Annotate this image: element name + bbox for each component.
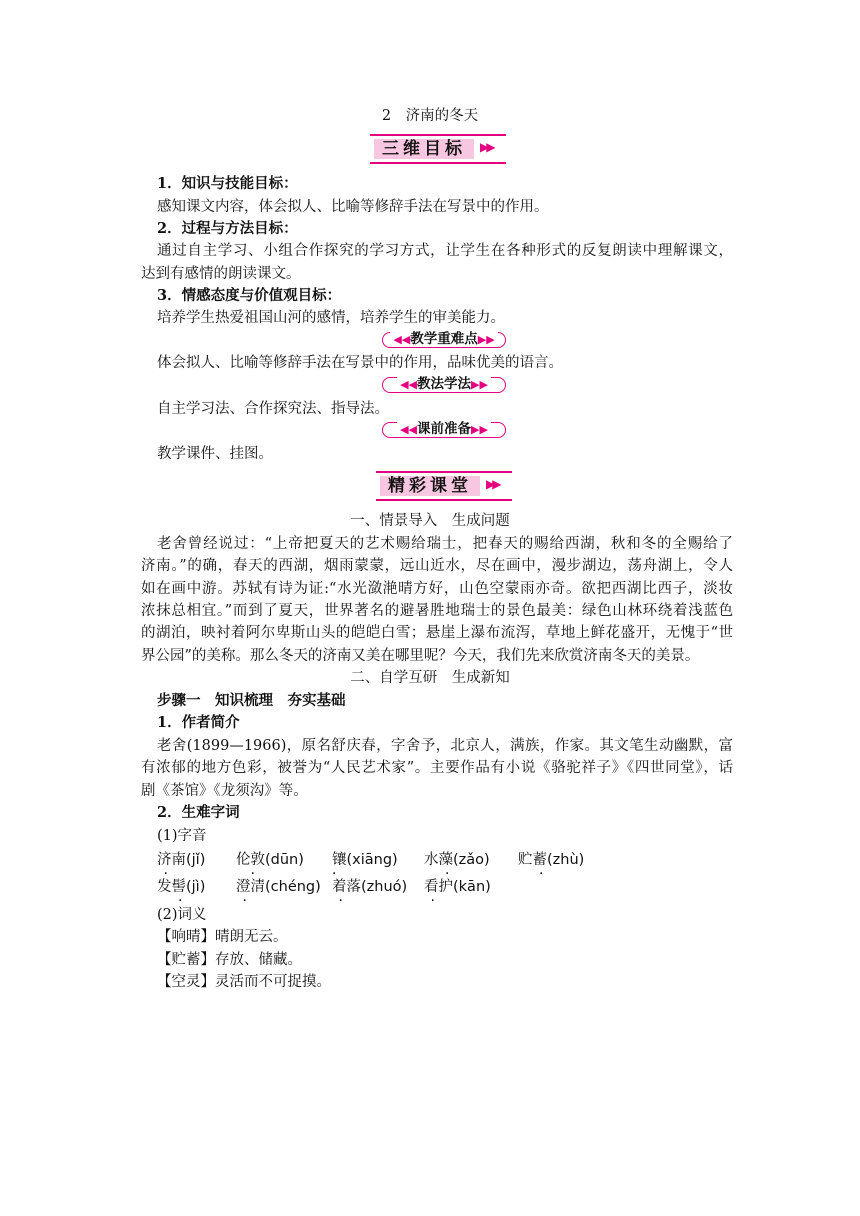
intro-line5: 的湖泊，映衬着阿尔卑斯山头的皑皑白雪；悬崖上瀑布流泻，草地上鲜花盛开，无愧于“世 xyxy=(141,625,733,641)
pron-item: 水藻(zǎo) xyxy=(424,852,490,868)
author-heading: 1．作者简介 xyxy=(157,714,240,731)
pron-item: 看护(kān) xyxy=(424,879,491,895)
prep-text: 教学课件、挂图。 xyxy=(157,446,273,462)
intro-line6: 界公园”的美称。那么冬天的济南又美在哪里呢？今天，我们先来欣赏济南冬天的美景。 xyxy=(141,648,700,664)
pron-item: 镶(xiāng) xyxy=(332,852,398,868)
goal3-text: 培养学生热爱祖国山河的感情，培养学生的审美能力。 xyxy=(157,310,505,326)
right-arrow-icon: ▶▶ xyxy=(471,378,488,391)
meaning-heading: (2)词义 xyxy=(157,907,207,923)
meaning-item: 【空灵】灵活而不可捉摸。 xyxy=(157,974,331,990)
methods-text: 自主学习法、合作探究法、指导法。 xyxy=(157,401,389,417)
pron-item: 贮蓄(zhù) xyxy=(518,852,585,868)
banner-class-label: 精彩课堂 xyxy=(388,476,472,496)
goal2-text-line1: 通过自主学习、小组合作探究的学习方式，让学生在各种形式的反复朗读中理解课文， xyxy=(157,243,733,259)
lesson-title: 2 济南的冬天 xyxy=(381,108,479,124)
meaning-item: 【贮蓄】存放、储藏。 xyxy=(157,952,302,968)
words-heading: 2．生难字词 xyxy=(157,804,240,821)
intro-line4: 浓抹总相宜。”而到了夏天，世界著名的避暑胜地瑞士的景色最美：绿色山林环绕着浅蓝色 xyxy=(141,603,733,619)
goal1-text: 感知课文内容，体会拟人、比喻等修辞手法在写景中的作用。 xyxy=(157,199,549,215)
right-arrow-icon: ▶▶ xyxy=(477,333,495,346)
pill-header-prep xyxy=(382,420,506,438)
intro-line3: 如在画中游。苏轼有诗为证:“水光潋滟晴方好，山色空蒙雨亦奇。欲把西湖比西子，淡妆 xyxy=(141,581,733,597)
goal2-heading: 2．过程与方法目标： xyxy=(157,220,298,237)
left-arrow-icon: ◀◀ xyxy=(393,333,411,346)
right-arrow-icon: ▶▶ xyxy=(471,423,488,436)
left-arrow-icon: ◀◀ xyxy=(400,423,417,436)
section-banner-goals xyxy=(370,134,506,164)
double-arrow-icon: ▶▶ xyxy=(486,477,499,491)
key-points-text: 体会拟人、比喻等修辞手法在写景中的作用，品味优美的语言。 xyxy=(157,355,563,371)
pill-header-key-points xyxy=(382,330,506,348)
pron-item: 伦敦(dūn) xyxy=(236,852,304,868)
author-line1: 老舍(1899—1966)，原名舒庆春，字舍予，北京人，满族，作家。其文笔生动幽默，富 xyxy=(157,738,733,754)
meaning-item: 【响晴】晴朗无云。 xyxy=(157,929,288,945)
step1-heading: 步骤一 知识梳理 夯实基础 xyxy=(157,693,346,709)
author-line3: 剧《茶馆》《龙须沟》等。 xyxy=(141,783,308,799)
goal3-heading: 3．情感态度与价值观目标： xyxy=(157,287,342,304)
pron-item: 发髻(jì) xyxy=(157,879,206,895)
intro-line1: 老舍曾经说过：“上帝把夏天的艺术赐给瑞士，把春天的赐给西湖，秋和冬的全赐给了 xyxy=(157,536,733,552)
pill-key-points-label: 教学重难点 xyxy=(410,331,478,347)
pron-item: 济南(jǐ) xyxy=(157,852,206,868)
pronunciation-heading: (1)字音 xyxy=(157,828,207,844)
section-banner-class xyxy=(376,471,512,501)
author-line2: 有浓郁的地方色彩，被誉为“人民艺术家”。主要作品有小说《骆驼祥子》《四世同堂》，话 xyxy=(141,760,733,776)
pill-prep-label: 课前准备 xyxy=(417,421,471,437)
section1-heading: 一、情景导入 生成问题 xyxy=(350,513,510,529)
pron-item: 着落(zhuó) xyxy=(332,879,408,895)
section2-heading: 二、自学互研 生成新知 xyxy=(350,670,510,686)
left-arrow-icon: ◀◀ xyxy=(400,378,417,391)
banner-goals-label: 三维目标 xyxy=(382,139,466,159)
intro-line2: 济南。”的确，春天的西湖，烟雨蒙蒙，远山近水，尽在画中，漫步湖边，荡舟湖上，令人 xyxy=(141,558,733,574)
double-arrow-icon: ▶▶ xyxy=(480,140,493,154)
pron-item: 澄清(chéng) xyxy=(236,879,321,895)
pill-header-methods xyxy=(382,375,506,393)
goal1-heading: 1．知识与技能目标： xyxy=(157,175,298,192)
pill-methods-label: 教法学法 xyxy=(417,376,471,392)
goal2-text-line2: 达到有感情的朗读课文。 xyxy=(141,266,301,282)
